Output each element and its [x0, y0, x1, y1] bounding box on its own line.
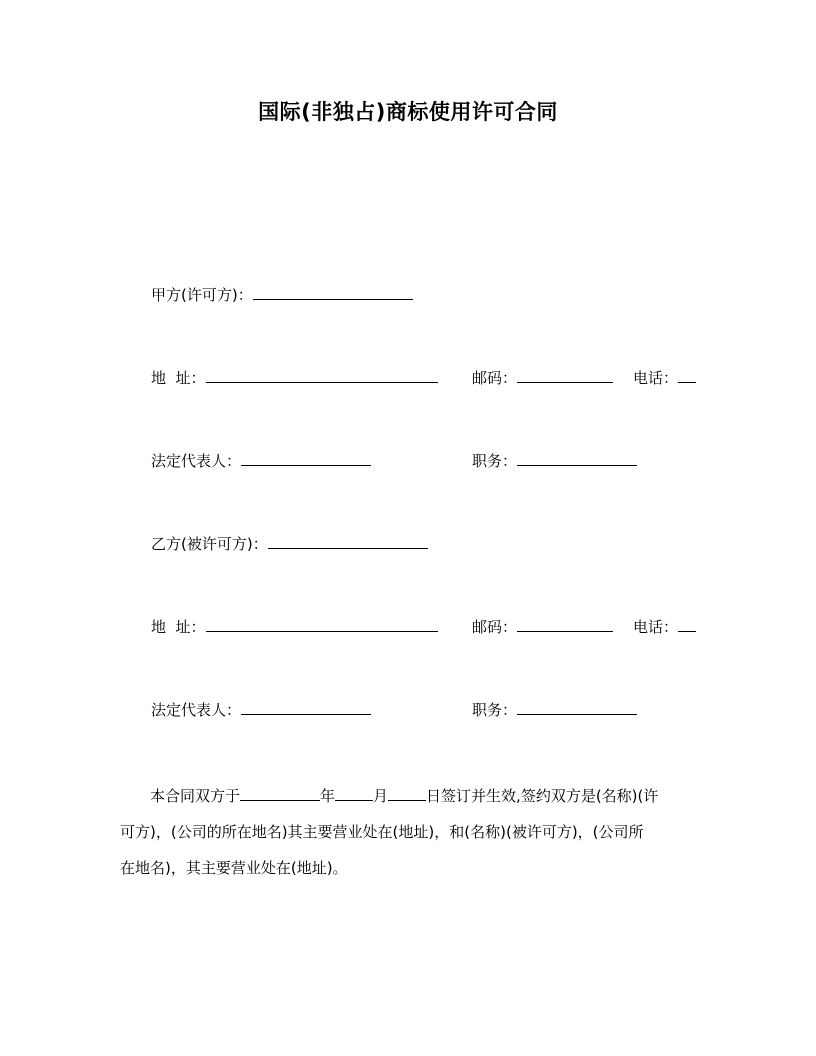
party-a-address-row	[151, 367, 438, 388]
party-b-address-field[interactable]	[206, 616, 438, 632]
intro-paragraph	[120, 778, 700, 886]
party-b-position-field[interactable]	[517, 699, 637, 715]
date-day-field[interactable]	[388, 785, 426, 801]
intro-year-label: 年	[320, 787, 336, 805]
intro-line-2: 可方)，(公司的所在地名)其主要营业处在(地址)，和(名称)(被许可方)，(公司所	[120, 823, 644, 841]
party-b-position-row	[472, 699, 637, 720]
intro-line1-suffix: 日签订并生效,签约双方是(名称)(许	[426, 787, 659, 805]
party-a-legal-rep-label: 法定代表人：	[151, 452, 242, 470]
party-a-address-field[interactable]	[206, 367, 438, 383]
party-b-postcode-field[interactable]	[517, 616, 613, 632]
party-a-heading-row	[151, 284, 413, 305]
party-a-phone-label: 电话：	[633, 369, 679, 387]
party-b-address-label: 地 址：	[151, 618, 206, 636]
party-b-phone-label: 电话：	[633, 618, 679, 636]
party-a-position-field[interactable]	[517, 450, 637, 466]
date-month-field[interactable]	[335, 785, 373, 801]
party-b-legal-rep-label: 法定代表人：	[151, 701, 242, 719]
party-a-position-label: 职务：	[472, 452, 518, 470]
intro-line-3: 在地名)，其主要营业处在(地址)。	[120, 859, 348, 877]
party-a-phone-row	[633, 367, 696, 388]
party-b-phone-field[interactable]	[678, 616, 696, 632]
party-a-name-field[interactable]	[253, 284, 413, 300]
intro-prefix: 本合同双方于	[150, 787, 241, 805]
date-year-field[interactable]	[240, 785, 320, 801]
party-b-heading-label: 乙方(被许可方)：	[151, 535, 268, 553]
intro-month-label: 月	[373, 787, 389, 805]
page-title: 国际(非独占)商标使用许可合同	[258, 100, 558, 124]
party-a-legal-rep-row	[151, 450, 371, 471]
party-b-legal-rep-field[interactable]	[241, 699, 371, 715]
party-b-postcode-label: 邮码：	[472, 618, 518, 636]
party-a-legal-rep-field[interactable]	[241, 450, 371, 466]
party-a-heading-label: 甲方(许可方)：	[151, 286, 253, 304]
party-a-position-row	[472, 450, 637, 471]
party-b-name-field[interactable]	[268, 533, 428, 549]
party-b-heading-row	[151, 533, 428, 554]
party-a-phone-field[interactable]	[678, 367, 696, 383]
party-a-postcode-row	[472, 367, 613, 388]
intro-line-1	[120, 778, 700, 814]
party-b-postcode-row	[472, 616, 613, 637]
party-a-postcode-field[interactable]	[517, 367, 613, 383]
party-a-address-label: 地 址：	[151, 369, 206, 387]
party-a-postcode-label: 邮码：	[472, 369, 518, 387]
party-b-position-label: 职务：	[472, 701, 518, 719]
party-b-address-row	[151, 616, 438, 637]
party-b-legal-rep-row	[151, 699, 371, 720]
party-b-phone-row	[633, 616, 696, 637]
